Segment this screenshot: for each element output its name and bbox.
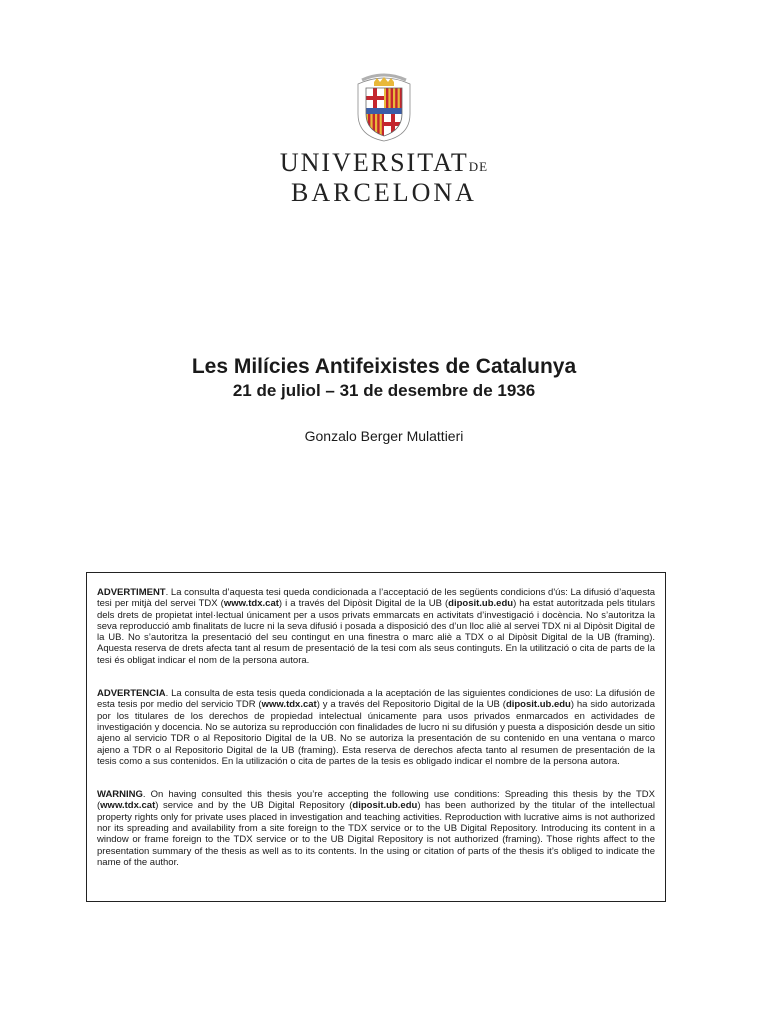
usage-notice-box [86, 572, 666, 902]
diposit-link: diposit.ub.edu [352, 800, 418, 812]
notice-catalan: ADVERTIMENT. La consulta d’aquesta tesi queda condicionada a l’acceptació de les següents condicions d'ús: La difusió d’aquesta tesi per mitjà del servei TDX (www.tdx.cat) i a través del Dipòsit Digital de la UB (diposit.ub.edu) ha estat autoritzada pels titulars dels drets de propietat intel·lectual únicament per a usos privats emmarcats en activitats d’investigació i docència. No s’autoritza la seva reproducció amb finalitats de lucre ni la seva difusió i posada a disposició des d’un lloc aliè al servei TDX ni al Dipòsit Digital de la UB. No s’autoritza la presentació del seu contingut en una finestra o marc aliè a TDX o al Dipòsit Digital de la UB (framing). Aquesta reserva de drets afecta tant al resum de presentació de la tesi com als seus continguts. En la utilització o cita de parts de la tesi és obligat indicar el nom de la persona autora. [97, 587, 655, 666]
diposit-link: diposit.ub.edu [505, 699, 571, 711]
diposit-link: diposit.ub.edu [448, 598, 514, 610]
university-name-line-2: BARCELONA [291, 178, 477, 207]
tdx-link: www.tdx.cat [100, 800, 156, 812]
tdx-link: www.tdx.cat [223, 598, 279, 610]
thesis-title-block [0, 354, 768, 445]
notice-label: ADVERTENCIA [97, 688, 166, 700]
notice-label: WARNING [97, 789, 143, 801]
notice-english: WARNING. On having consulted this thesis you’re accepting the following use conditions: Spreading this thesis by the TDX (www.tdx.cat) service and by the UB Digital Repository (diposit.ub.edu) has been authorized by the titular of the intellectual property rights only for private uses placed in investigation and teaching activities. Reproduction with lucrative aims is not authorized nor its spreading and availability from a site foreign to the TDX service or to the UB Digital Repository. Introducing its content in a window or frame foreign to the TDX service or to the UB Digital Repository is not authorized (framing). Those rights affect to the presentation summary of the thesis as well as to its contents. In the using or citation of parts of the thesis it’s obliged to indicate the name of the author. [97, 789, 655, 868]
notice-spanish: ADVERTENCIA. La consulta de esta tesis queda condicionada a la aceptación de las siguientes condiciones de uso: La difusión de esta tesis por medio del servicio TDR (www.tdx.cat) y a través del Repositorio Digital de la UB (diposit.ub.edu) ha sido autorizada por los titulares de los derechos de propiedad intelectual únicamente para usos privados enmarcados en actividades de investigación y docencia. No se autoriza su reproducción con finalidades de lucro ni su difusión y puesta a disposición desde un sitio ajeno al servicio TDR o al Repositorio Digital de la UB. No se autoriza la presentación de su contenido en una ventana o marco ajeno a TDR o al Repositorio Digital de la UB (framing). Esta reserva de derechos afecta tanto al resumen de presentación de la tesis como a sus contenidos. En la utilización o cita de partes de la tesis es obligado indicar el nombre de la persona autora. [97, 688, 655, 767]
notice-label: ADVERTIMENT [97, 587, 166, 598]
thesis-subtitle: 21 de juliol – 31 de desembre de 1936 [232, 381, 536, 400]
university-name-de: DE [468, 159, 489, 174]
thesis-title: Les Milícies Antifeixistes de Catalunya [191, 355, 577, 378]
university-logo [0, 70, 768, 206]
university-name [0, 150, 768, 206]
university-name-line-1: UNIVERSITATDE [279, 148, 489, 177]
university-seal-icon [354, 70, 414, 142]
tdx-link: www.tdx.cat [261, 699, 317, 711]
thesis-author: Gonzalo Berger Mulattieri [304, 428, 464, 444]
